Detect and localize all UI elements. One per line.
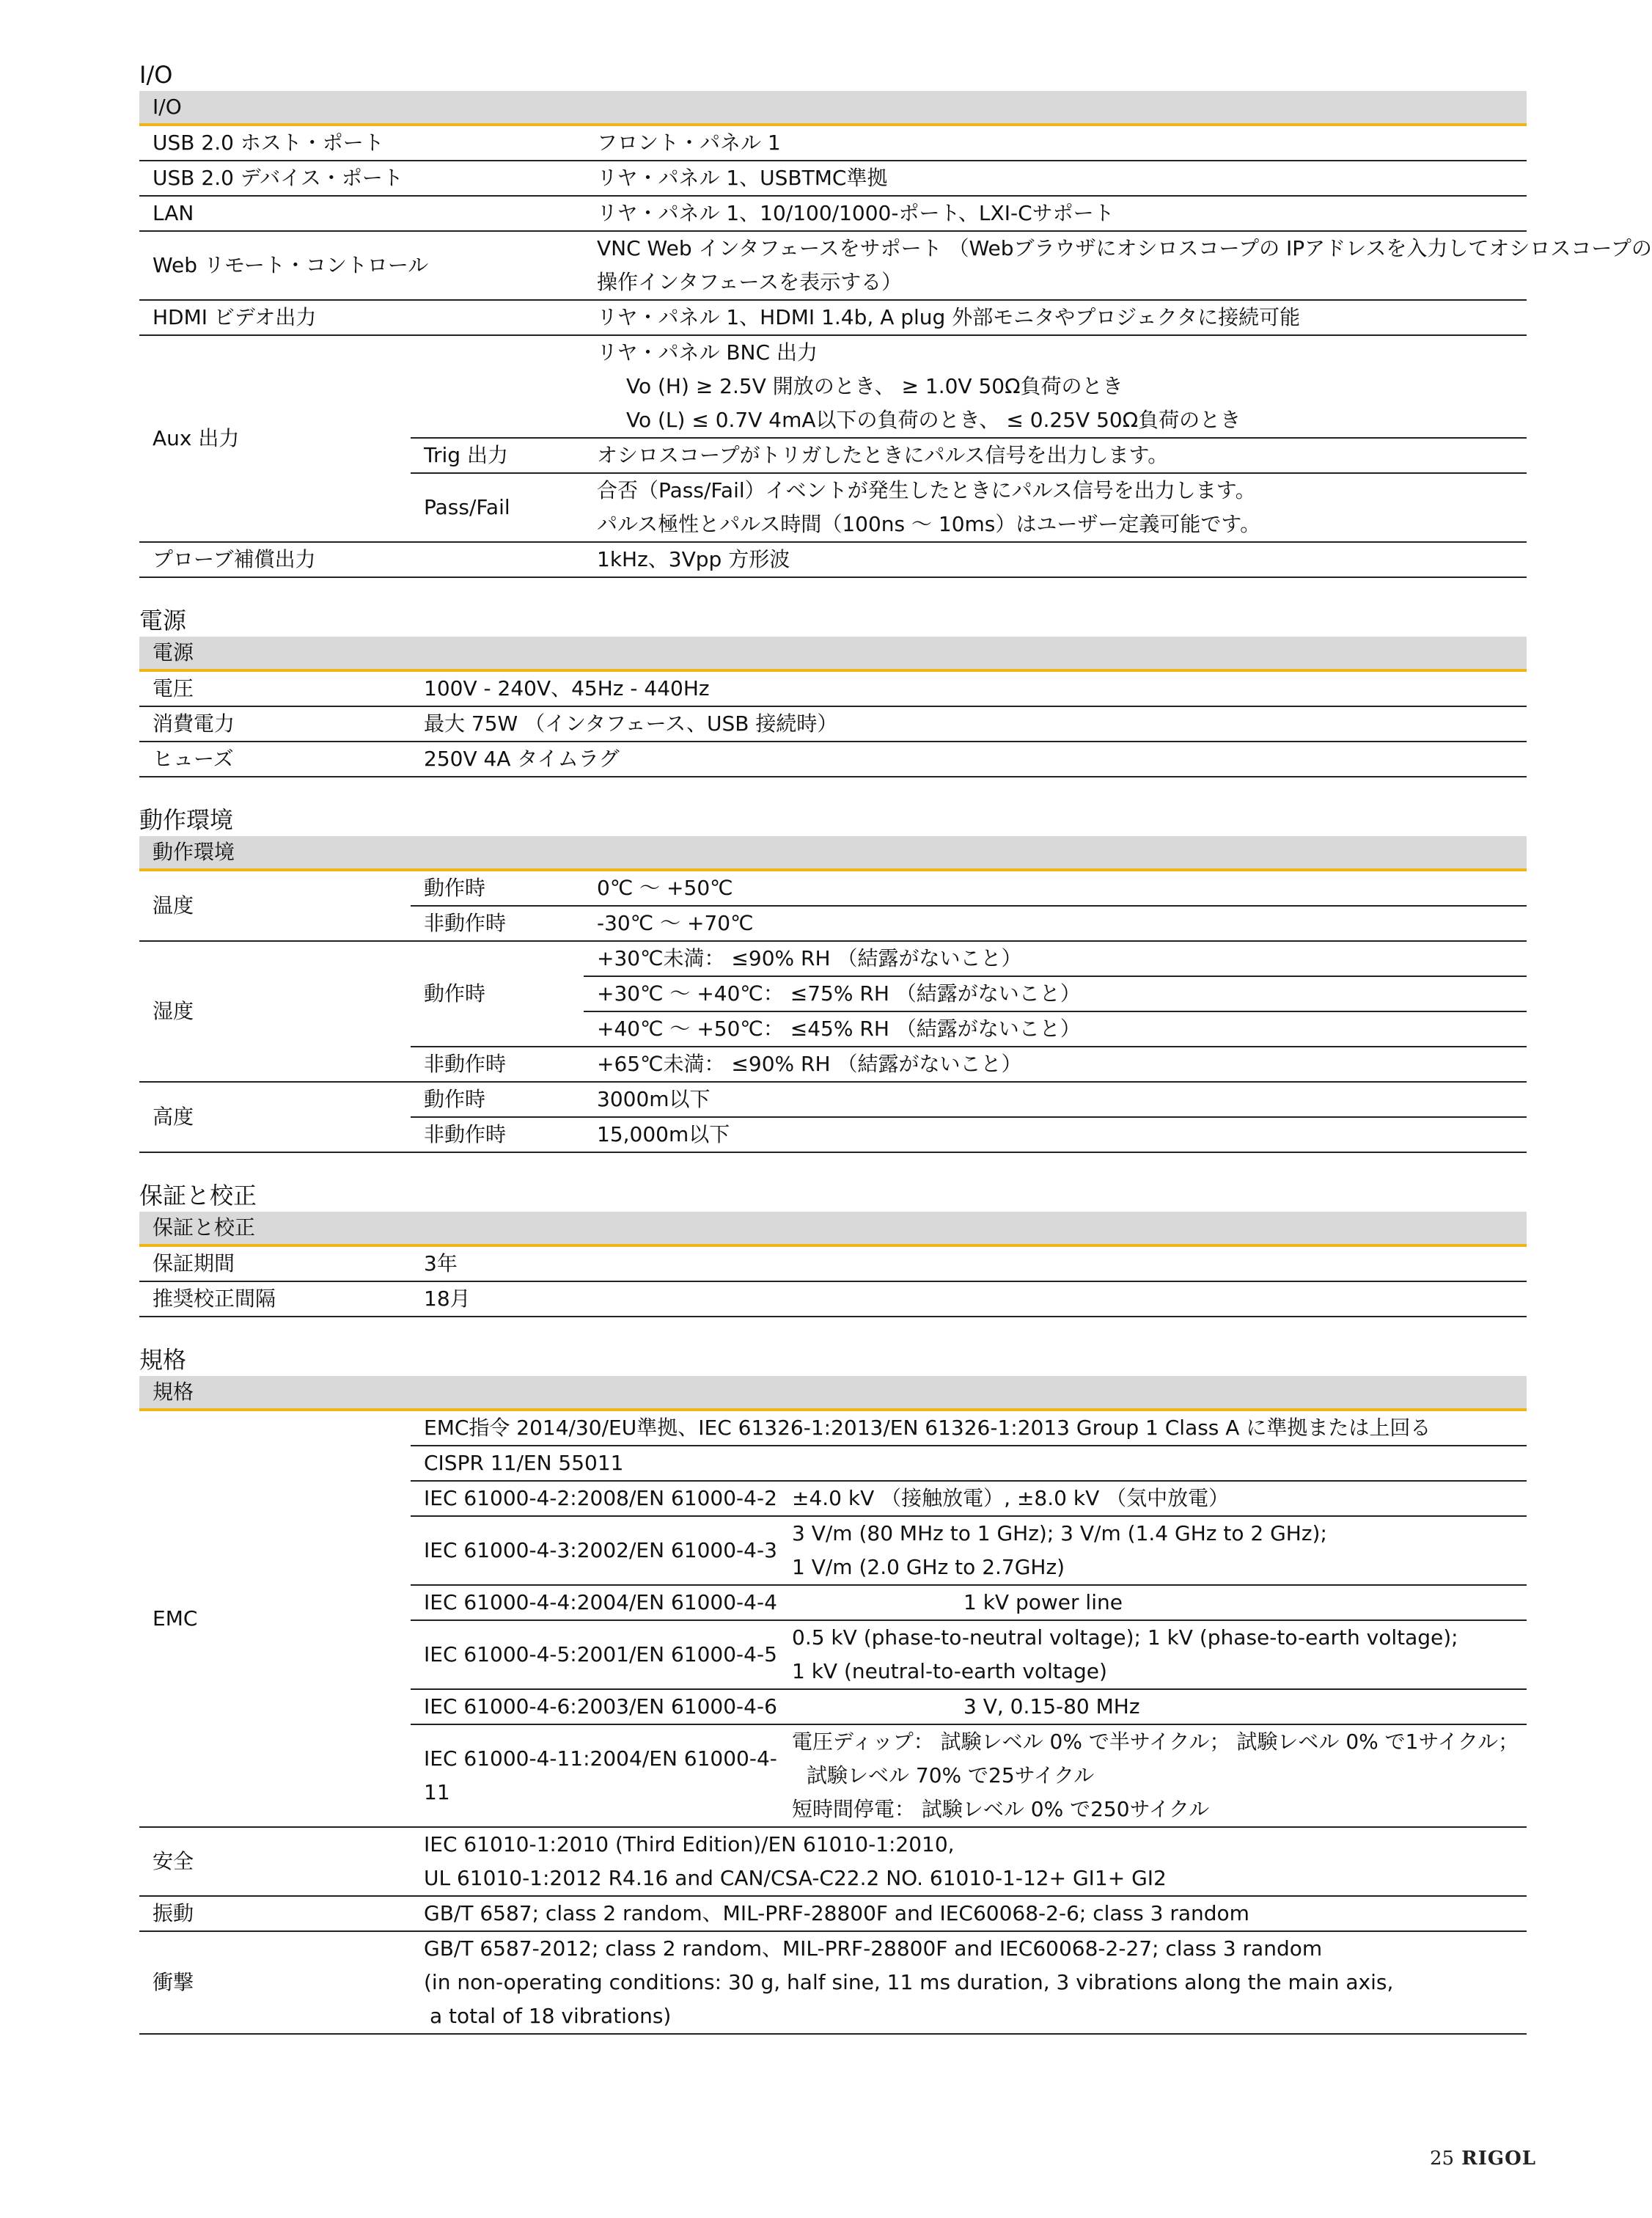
sub-label: 動作時 (411, 941, 584, 1047)
io-table (139, 91, 1652, 578)
table-row (139, 1082, 1527, 1117)
warranty-header: 保証と校正 (139, 1212, 1527, 1245)
row-value: CISPR 11/EN 55011 (411, 1446, 1527, 1481)
table-row (139, 670, 1527, 706)
io-section (139, 59, 1652, 578)
value-line: 合否（Pass/Fail）イベントが発生したときにパルス信号を出力します。 (597, 478, 1256, 502)
row-value: +65℃未満： ≤90% RH （結露がないこと） (584, 1047, 1527, 1082)
row-value: 15,000m以下 (584, 1117, 1527, 1152)
sub-label: 動作時 (411, 1082, 584, 1117)
row-label: USB 2.0 ホスト・ポート (139, 125, 584, 161)
table-row (139, 1896, 1527, 1931)
row-label: EMC (139, 1410, 411, 1827)
row-value: ±4.0 kV （接触放電）, ±8.0 kV （気中放電） (779, 1481, 1527, 1516)
row-label: 振動 (139, 1896, 411, 1931)
value-line: 操作インタフェースを表示する） (597, 270, 903, 294)
table-row (139, 161, 1527, 196)
label-line: 11 (424, 1780, 450, 1804)
value-line: パルス極性とパルス時間（100ns ～ 10ms）はユーザー定義可能です。 (597, 512, 1261, 536)
row-value: +30℃ ～ +40℃： ≤75% RH （結露がないこと） (584, 976, 1527, 1011)
row-label: 衝撃 (139, 1931, 411, 2034)
brand-logo: RIGOL (1461, 2148, 1536, 2170)
power-table (139, 637, 1527, 777)
row-value: 最大 75W （インタフェース、USB 接続時） (411, 706, 1527, 742)
value-line: 短時間停電： 試験レベル 0% で250サイクル (792, 1797, 1210, 1821)
value-line: リヤ・パネル BNC 出力 (597, 340, 818, 365)
row-value: +30℃未満： ≤90% RH （結露がないこと） (584, 941, 1527, 976)
row-label: プローブ補償出力 (139, 542, 584, 577)
row-label: LAN (139, 196, 584, 231)
row-value (584, 231, 1652, 300)
table-row (139, 125, 1527, 161)
row-value (779, 1620, 1527, 1689)
row-value (584, 473, 1527, 542)
page-number: 25 (1430, 2148, 1455, 2170)
value-line: (in non-operating conditions: 30 g, half sine, 11 ms duration, 3 vibrations along the main axis, (424, 1970, 1394, 1994)
row-value: 18月 (411, 1281, 1527, 1317)
table-row (139, 231, 1527, 300)
page-footer (1430, 2148, 1536, 2170)
warranty-section (139, 1179, 1527, 1317)
row-value (411, 1931, 1527, 2034)
value-line: VNC Web インタフェースをサポート （Webブラウザにオシロスコープの IPアドレスを入力してオシロスコープの (597, 236, 1652, 260)
row-value: オシロスコープがトリガしたときにパルス信号を出力します。 (584, 438, 1527, 473)
warranty-title: 保証と校正 (139, 1182, 257, 1209)
sub-label: 非動作時 (411, 906, 584, 941)
table-row (139, 1245, 1527, 1281)
env-header: 動作環境 (139, 836, 1527, 870)
table-row (139, 1827, 1527, 1896)
row-label: USB 2.0 デバイス・ポート (139, 161, 584, 196)
label-line: IEC 61000-4-11:2004/EN 61000-4- (424, 1746, 777, 1771)
value-line: 電圧ディップ： 試験レベル 0% で半サイクル； 試験レベル 0% で1サイクル； (792, 1730, 1519, 1754)
row-value: +40℃ ～ +50℃： ≤45% RH （結露がないこと） (584, 1011, 1527, 1047)
row-label: 温度 (139, 870, 411, 941)
row-value: リヤ・パネル 1、HDMI 1.4b, A plug 外部モニタやプロジェクタに接続可能 (584, 300, 1527, 335)
value-line: Vo (H) ≥ 2.5V 開放のとき、 ≥ 1.0V 50Ω負荷のとき (626, 374, 1123, 398)
table-row (139, 1410, 1527, 1446)
row-value (779, 1724, 1527, 1827)
value-line: 1 kV (neutral-to-earth voltage) (792, 1659, 1107, 1683)
env-table (139, 836, 1527, 1153)
reg-table (139, 1376, 1527, 2035)
value-line: GB/T 6587-2012; class 2 random、MIL-PRF-28800F and IEC60068-2-27; class 3 random (424, 1936, 1323, 1961)
table-row (139, 335, 1527, 438)
value-line: IEC 61010-1:2010 (Third Edition)/EN 61010-1:2010, (424, 1832, 955, 1856)
sub-label (411, 1724, 779, 1827)
sub-label: 非動作時 (411, 1047, 584, 1082)
reg-header: 規格 (139, 1376, 1527, 1410)
row-value (779, 1516, 1527, 1585)
row-label: 保証期間 (139, 1245, 411, 1281)
row-label: 推奨校正間隔 (139, 1281, 411, 1317)
sub-label: Trig 出力 (411, 438, 584, 473)
env-title: 動作環境 (139, 806, 234, 834)
table-row (139, 706, 1527, 742)
row-value: 1kHz、3Vpp 方形波 (584, 542, 1527, 577)
row-value (584, 335, 1527, 438)
row-value: -30℃ ～ +70℃ (584, 906, 1527, 941)
value-line: a total of 18 vibrations) (430, 2004, 672, 2028)
row-value: EMC指令 2014/30/EU準拠、IEC 61326-1:2013/EN 61326-1:2013 Group 1 Class A に準拠または上回る (411, 1410, 1527, 1446)
power-section (139, 604, 1527, 777)
table-row (139, 1931, 1527, 2034)
row-value: 3年 (411, 1245, 1527, 1281)
row-value: フロント・パネル 1 (584, 125, 1527, 161)
sub-label: Pass/Fail (411, 473, 584, 542)
row-value (411, 1827, 1527, 1896)
power-header: 電源 (139, 637, 1527, 670)
sub-label: IEC 61000-4-5:2001/EN 61000-4-5 (411, 1620, 779, 1689)
row-label: ヒューズ (139, 742, 411, 777)
value-line: 3 V/m (80 MHz to 1 GHz); 3 V/m (1.4 GHz to 2 GHz); (792, 1521, 1327, 1545)
row-label: 安全 (139, 1827, 411, 1896)
row-value: 3 V, 0.15-80 MHz (779, 1689, 1527, 1724)
io-header: I/O (139, 91, 1527, 125)
row-value: 3000m以下 (584, 1082, 1527, 1117)
row-value: 100V - 240V、45Hz - 440Hz (411, 670, 1527, 706)
row-value: 1 kV power line (779, 1585, 1527, 1620)
table-row (139, 941, 1527, 976)
power-title: 電源 (139, 607, 187, 634)
row-label: HDMI ビデオ出力 (139, 300, 584, 335)
warranty-table (139, 1212, 1527, 1317)
row-value: リヤ・パネル 1、USBTMC準拠 (584, 161, 1527, 196)
row-label: Aux 出力 (139, 335, 411, 542)
value-line: UL 61010-1:2012 R4.16 and CAN/CSA-C22.2 NO. 61010-1-12+ GI1+ GI2 (424, 1866, 1167, 1890)
table-row (139, 196, 1527, 231)
reg-title: 規格 (139, 1346, 187, 1374)
row-value: リヤ・パネル 1、10/100/1000-ポート、LXI-Cサポート (584, 196, 1527, 231)
value-line: 0.5 kV (phase-to-neutral voltage); 1 kV (phase-to-earth voltage); (792, 1625, 1458, 1650)
value-line: 1 V/m (2.0 GHz to 2.7GHz) (792, 1555, 1065, 1579)
value-line: Vo (L) ≤ 0.7V 4mA以下の負荷のとき、 ≤ 0.25V 50Ω負荷のとき (626, 408, 1241, 432)
row-label: 高度 (139, 1082, 411, 1152)
sub-label: IEC 61000-4-6:2003/EN 61000-4-6 (411, 1689, 779, 1724)
table-row (139, 542, 1527, 577)
table-row (139, 300, 1527, 335)
row-label: 湿度 (139, 941, 411, 1082)
row-value: 0℃ ～ +50℃ (584, 870, 1527, 906)
row-label: 電圧 (139, 670, 411, 706)
spec-page (139, 59, 1652, 2061)
value-line: 試験レベル 70% で25サイクル (807, 1763, 1095, 1787)
row-label: 消費電力 (139, 706, 411, 742)
sub-label: IEC 61000-4-2:2008/EN 61000-4-2 (411, 1481, 779, 1516)
row-value: 250V 4A タイムラグ (411, 742, 1527, 777)
row-value: GB/T 6587; class 2 random、MIL-PRF-28800F and IEC60068-2-6; class 3 random (411, 1896, 1527, 1931)
table-row (139, 1281, 1527, 1317)
row-label: Web リモート・コントロール (139, 231, 584, 300)
reg-section (139, 1344, 1527, 2035)
table-row (139, 742, 1527, 777)
sub-label: 非動作時 (411, 1117, 584, 1152)
sub-label: IEC 61000-4-3:2002/EN 61000-4-3 (411, 1516, 779, 1585)
sub-label: IEC 61000-4-4:2004/EN 61000-4-4 (411, 1585, 779, 1620)
env-section (139, 804, 1527, 1153)
table-row (139, 870, 1527, 906)
sub-label: 動作時 (411, 870, 584, 906)
io-title: I/O (139, 61, 173, 89)
